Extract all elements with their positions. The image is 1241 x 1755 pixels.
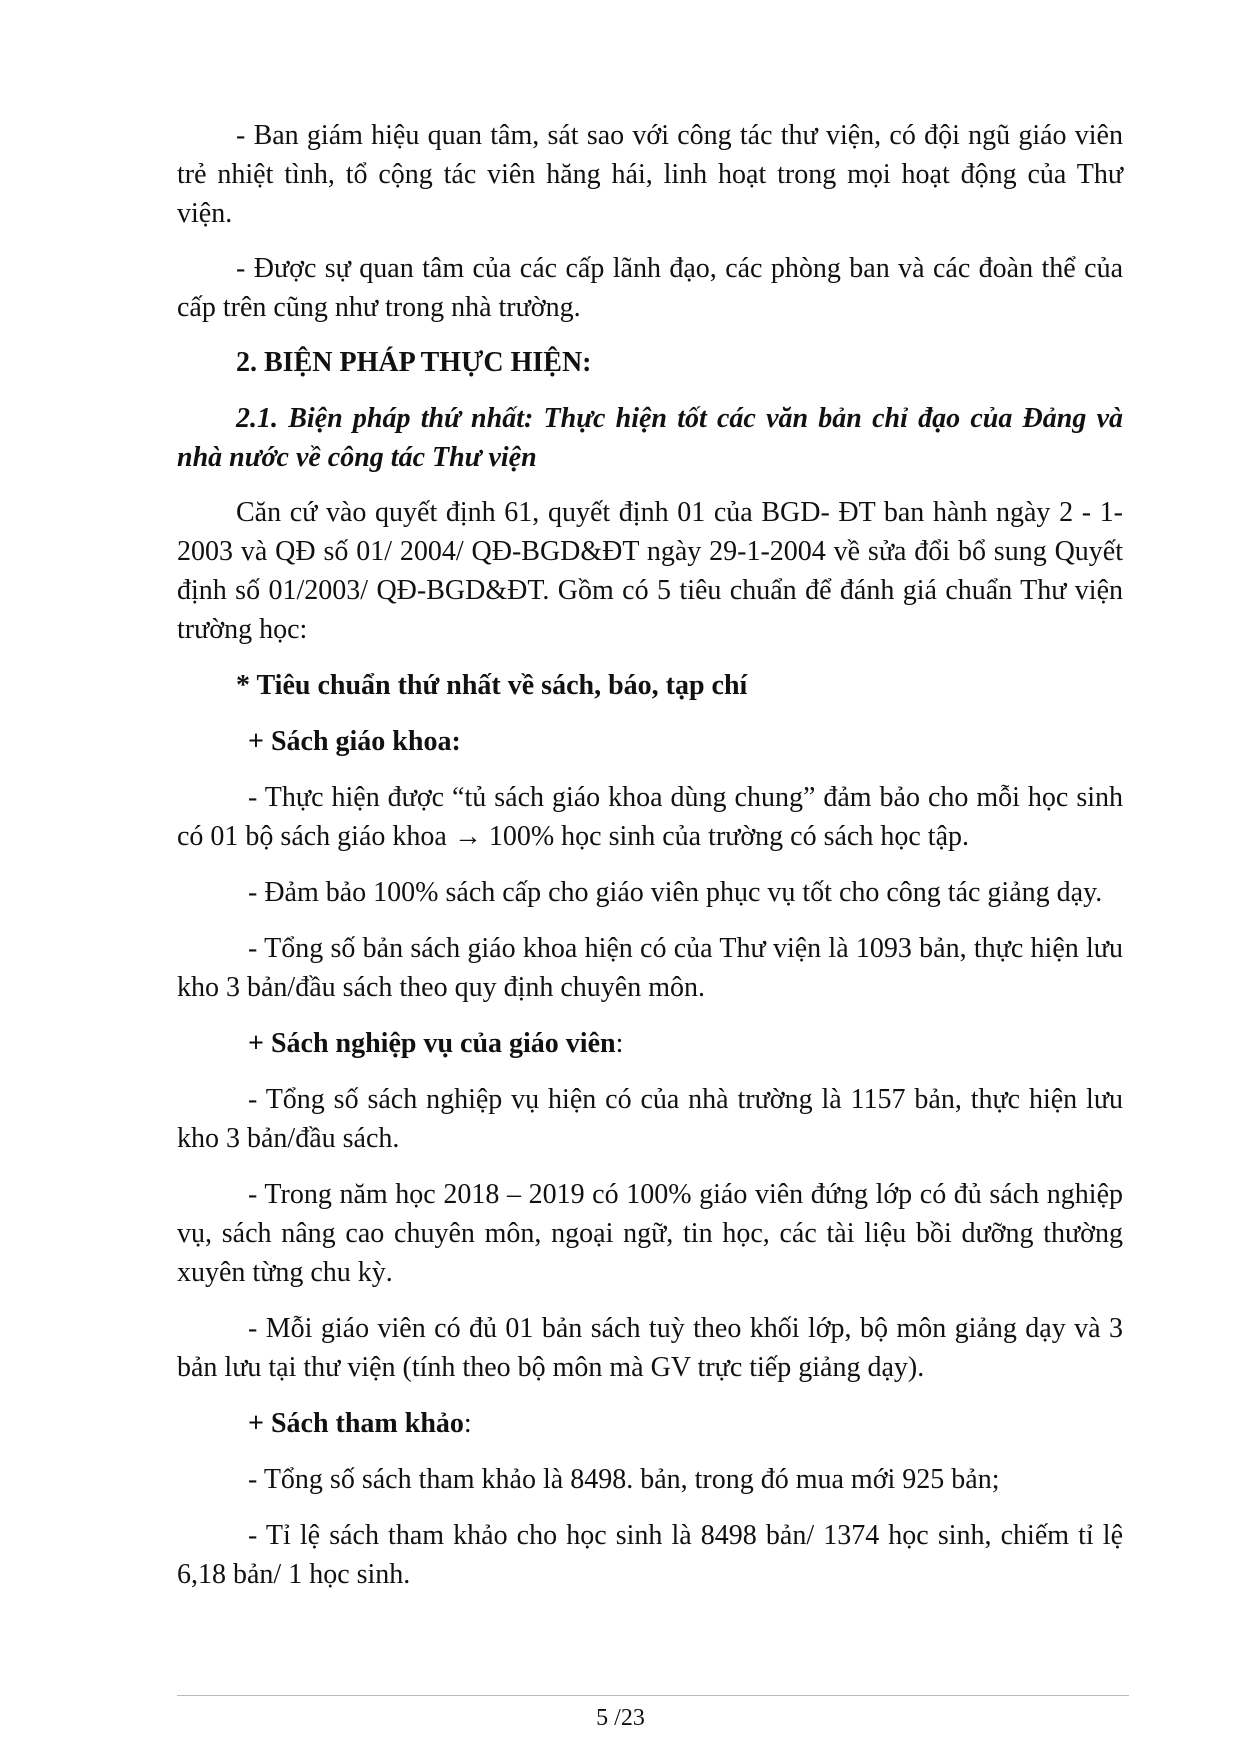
reference-books-heading-colon: : bbox=[463, 1408, 472, 1439]
textbooks-item: - Đảm bảo 100% sách cấp cho giáo viên phục vụ tốt cho công tác giảng dạy. bbox=[248, 877, 1103, 908]
teacher-books-heading-colon: : bbox=[615, 1028, 624, 1059]
document-body bbox=[177, 116, 1123, 1594]
teacher-books-item: - Trong năm học 2018 – 2019 có 100% giáo viên đứng lớp có đủ sách nghiệp vụ, sách nâng cao chuyên môn, ngoại ngữ, tin học, các tài liệu bồi dưỡng thường xuyên từng chu kỳ. bbox=[177, 1179, 1123, 1288]
intro-paragraph: Căn cứ vào quyết định 61, quyết định 01 của BGD- ĐT ban hành ngày 2 - 1- 2003 và QĐ số 01/ 2004/ QĐ-BGD&ĐT ngày 29-1-2004 về sửa đổi bổ sung Quyết định số 01/2003/ QĐ-BGD&ĐT. Gồm có 5 tiêu chuẩn để đánh giá chuẩn Thư viện trường học: bbox=[177, 497, 1123, 645]
teacher-books-item: - Mỗi giáo viên có đủ 01 bản sách tuỳ theo khối lớp, bộ môn giảng dạy và 3 bản lưu tại thư viện (tính theo bộ môn mà GV trực tiếp giảng dạy). bbox=[177, 1313, 1123, 1383]
teacher-books-heading bbox=[177, 1024, 1123, 1063]
teacher-books-item: - Tổng số sách nghiệp vụ hiện có của nhà trường là 1157 bản, thực hiện lưu kho 3 bản/đầu sách. bbox=[177, 1084, 1123, 1154]
paragraph-school-board: - Ban giám hiệu quan tâm, sát sao với công tác thư viện, có đội ngũ giáo viên trẻ nhiệt tình, tổ cộng tác viên hăng hái, linh hoạt trong mọi hoạt động của Thư viện. bbox=[177, 120, 1123, 229]
textbooks-heading: + Sách giáo khoa: bbox=[248, 726, 461, 757]
section-heading: 2. BIỆN PHÁP THỰC HIỆN: bbox=[236, 347, 592, 378]
textbooks-item: - Tổng số bản sách giáo khoa hiện có của Thư viện là 1093 bản, thực hiện lưu kho 3 bản/đầu sách theo quy định chuyên môn. bbox=[177, 933, 1123, 1003]
subsection-heading: 2.1. Biện pháp thứ nhất: Thực hiện tốt các văn bản chỉ đạo của Đảng và nhà nước về công tác Thư viện bbox=[177, 403, 1123, 473]
page-number: 5 /23 bbox=[596, 1705, 645, 1731]
reference-books-item: - Tổng số sách tham khảo là 8498. bản, trong đó mua mới 925 bản; bbox=[248, 1464, 1000, 1495]
reference-books-heading-text: + Sách tham khảo bbox=[248, 1408, 464, 1439]
textbooks-item: - Thực hiện được “tủ sách giáo khoa dùng chung” đảm bảo cho mỗi học sinh có 01 bộ sách giáo khoa → 100% học sinh của trường có sách học tập. bbox=[177, 782, 1123, 852]
standard-heading: * Tiêu chuẩn thứ nhất về sách, báo, tạp chí bbox=[236, 670, 748, 701]
teacher-books-heading-text: + Sách nghiệp vụ của giáo viên bbox=[248, 1028, 616, 1059]
footer-divider bbox=[177, 1695, 1129, 1696]
reference-books-item: - Tỉ lệ sách tham khảo cho học sinh là 8498 bản/ 1374 học sinh, chiếm tỉ lệ 6,18 bản/ 1 học sinh. bbox=[177, 1520, 1123, 1590]
reference-books-heading bbox=[177, 1404, 1123, 1443]
paragraph-leadership-support: - Được sự quan tâm của các cấp lãnh đạo, các phòng ban và các đoàn thể của cấp trên cũng như trong nhà trường. bbox=[177, 253, 1123, 323]
